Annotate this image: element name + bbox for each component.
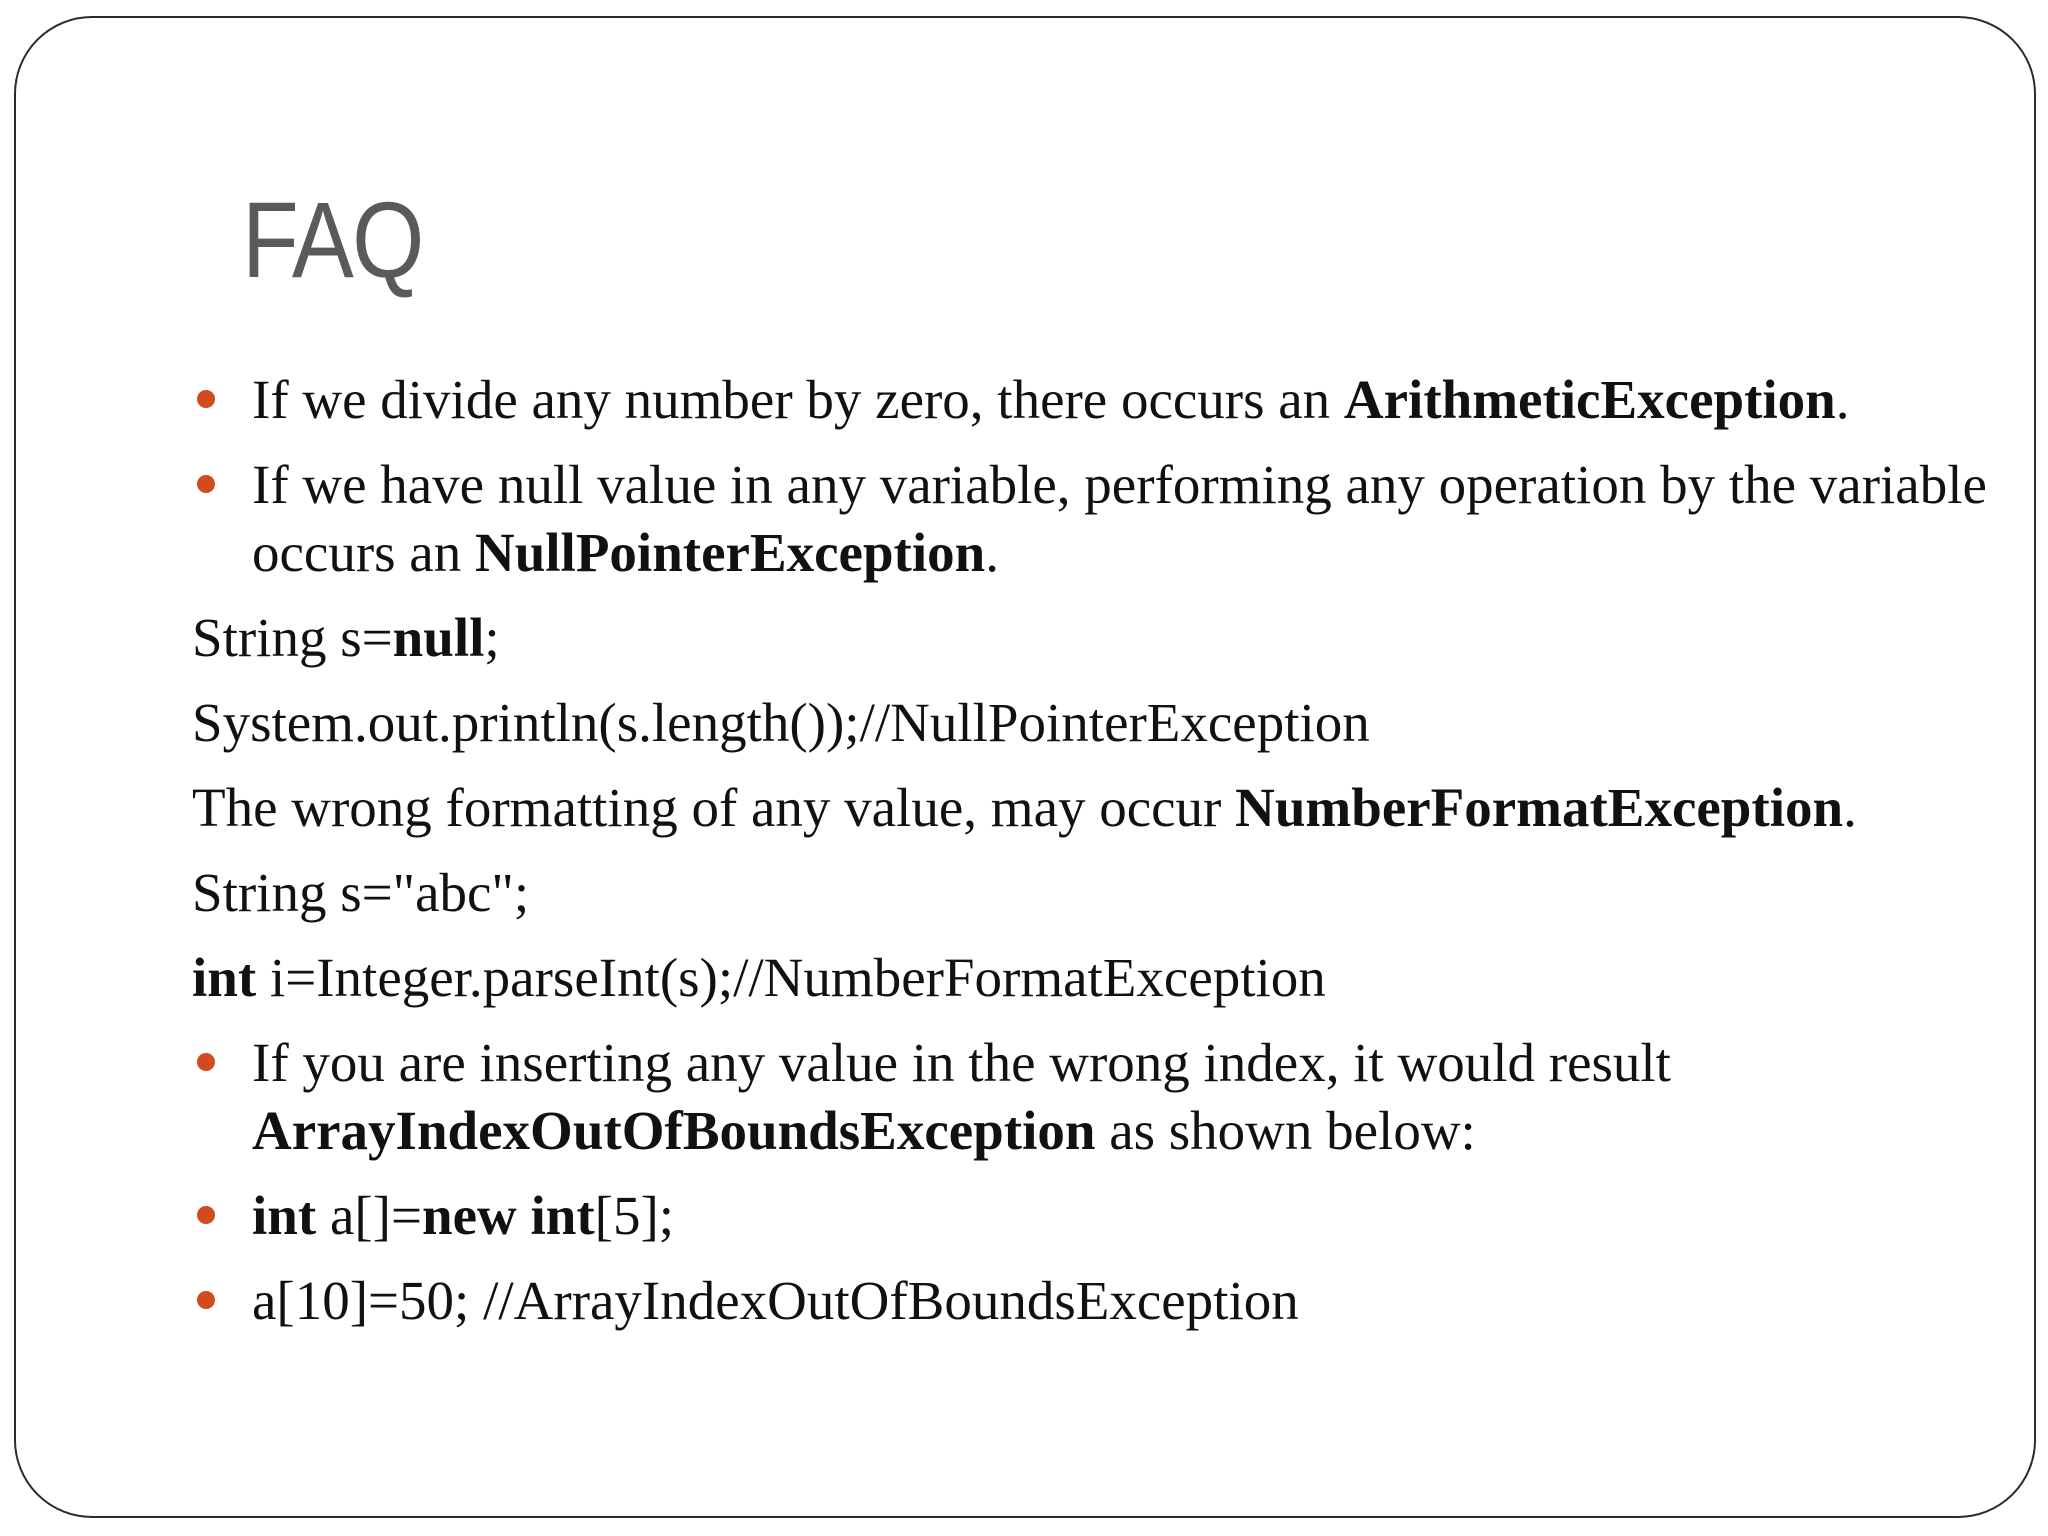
list-item: If you are inserting any value in the wrong index, it would result ArrayIndexOutOfBoundsException as shown below: (192, 1029, 2022, 1165)
code-line: String s=null; (192, 607, 500, 668)
list-item: If we divide any number by zero, there occurs an ArithmeticException. (192, 366, 2022, 434)
slide-content (192, 366, 2022, 1352)
list-item: If we have null value in any variable, performing any operation by the variable occurs an NullPointerException. (192, 451, 2022, 587)
keyword: int (192, 947, 257, 1008)
keyword: int (252, 1185, 317, 1246)
bullet-icon (197, 1291, 215, 1309)
code-line: int i=Integer.parseInt(s);//NumberFormatException (192, 947, 1326, 1008)
keyword: new int (422, 1185, 595, 1246)
slide-frame (14, 16, 2036, 1518)
bullet-icon (197, 1206, 215, 1224)
exception-name: NullPointerException (474, 522, 986, 583)
code-line: System.out.println(s.length());//NullPointerException (192, 692, 1370, 753)
exception-name: ArithmeticException (1343, 369, 1836, 430)
list-item: int a[]=new int[5]; (192, 1182, 2022, 1250)
exception-name: ArrayIndexOutOfBoundsException (252, 1100, 1096, 1161)
keyword: null (392, 607, 485, 668)
bullet-icon (197, 1053, 215, 1071)
list-item: a[10]=50; //ArrayIndexOutOfBoundsException (192, 1267, 2022, 1335)
bullet-icon (197, 390, 215, 408)
code-line: String s="abc"; (192, 862, 530, 923)
exception-name: NumberFormatException (1235, 777, 1844, 838)
slide-title: FAQ (242, 179, 423, 300)
text-line: The wrong formatting of any value, may occur NumberFormatException. (192, 777, 1857, 838)
bullet-icon (197, 475, 215, 493)
